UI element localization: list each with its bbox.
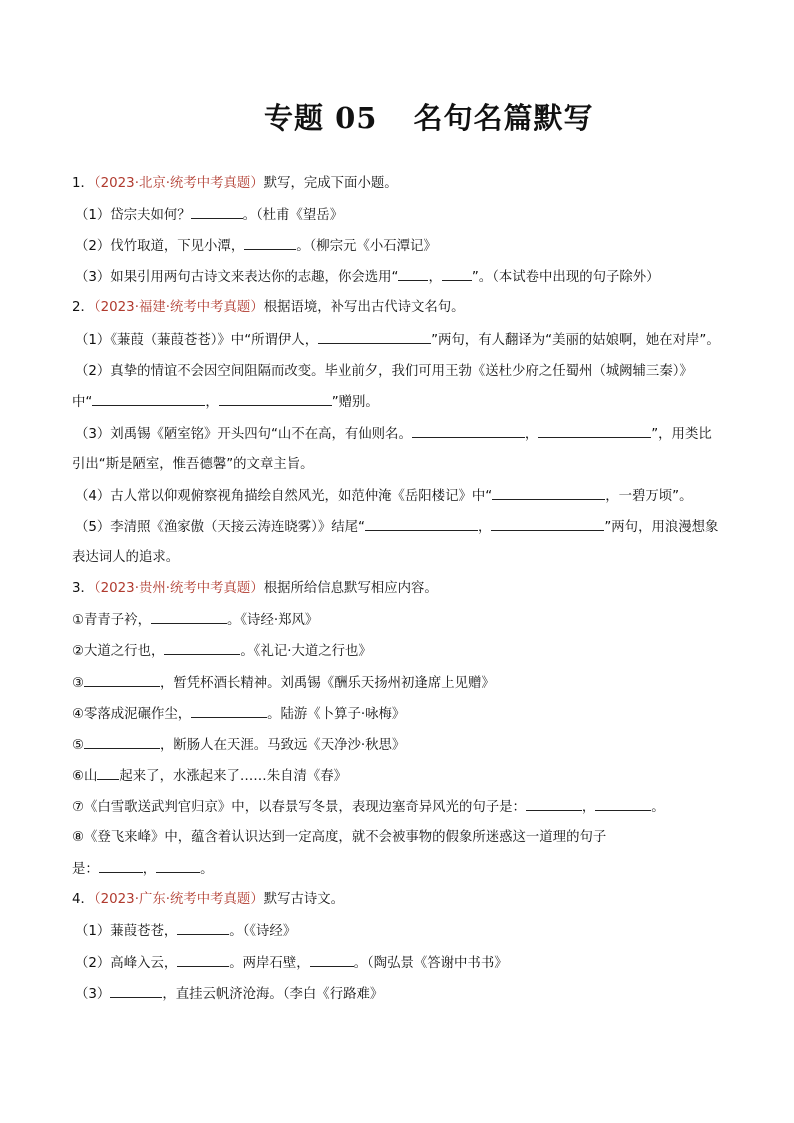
q2-header <box>72 299 465 317</box>
q3-item2 <box>72 642 372 661</box>
answer-blank[interactable] <box>191 206 243 219</box>
answer-blank[interactable] <box>177 922 229 935</box>
q1-source: （2023·北京·统考中考真题） <box>93 176 264 191</box>
q2-sub5-cont <box>72 549 179 567</box>
text: 。陆游《卜算子·咏梅》 <box>267 707 406 722</box>
q4-number: 4． <box>72 892 94 907</box>
q3-item6 <box>72 767 347 786</box>
answer-blank[interactable] <box>164 642 240 655</box>
answer-blank[interactable] <box>412 425 525 438</box>
text: 。《礼记·大道之行也》 <box>240 644 372 659</box>
text: （3） <box>75 987 111 1002</box>
answer-blank[interactable] <box>365 518 478 531</box>
q3-item8 <box>72 829 606 847</box>
answer-blank[interactable] <box>318 331 431 344</box>
text: （3）刘禹锡《陋室铭》开头四句“山不在高，有仙则名。 <box>75 427 412 442</box>
text: ， <box>524 427 539 442</box>
answer-blank[interactable] <box>526 798 582 811</box>
text: 中“ <box>72 395 93 410</box>
q3-header <box>72 580 438 598</box>
text: 。《诗经·郑风》 <box>226 613 319 628</box>
text: （1）《蒹葭（蒹葭苍苍）》中“所谓伊人， <box>75 333 319 348</box>
text: 起来了，水涨起来了……朱自清《春》 <box>119 769 348 784</box>
text: ⑤ <box>72 738 85 753</box>
text: ， <box>477 520 492 535</box>
answer-blank[interactable] <box>191 705 267 718</box>
text: （2）真挚的情谊不会因空间阻隔而改变。毕业前夕，我们可用王勃《送杜少府之任蜀州（城阙辅三秦）》 <box>75 364 693 379</box>
text: ⑦《白雪歌送武判官归京》中，以春景写冬景，表现边塞奇异风光的句子是： <box>72 800 526 815</box>
text: ， <box>205 395 219 410</box>
q2-prompt: 根据语境，补写出古代诗文名句。 <box>263 300 465 315</box>
q2-sub5 <box>75 518 718 537</box>
answer-blank[interactable] <box>398 268 428 281</box>
answer-blank[interactable] <box>110 985 162 998</box>
title-topic-name: 名句名篇默写 <box>413 101 594 135</box>
q2-sub2-cont <box>72 393 379 412</box>
answer-blank[interactable] <box>84 674 160 687</box>
q3-item5 <box>72 736 405 755</box>
text: ”两句，有人翻译为“美丽的姑娘啊，她在对岸”。 <box>431 333 720 348</box>
text: （1）岱宗夫如何？ <box>75 208 191 223</box>
q1-sub3 <box>75 268 660 287</box>
q4-source: （2023·广东·统考中考真题） <box>93 892 264 907</box>
answer-blank[interactable] <box>491 518 604 531</box>
q2-sub3-cont <box>72 456 314 474</box>
text: ⑧《登飞来峰》中，蕴含着认识达到一定高度，就不会被事物的假象所迷惑这一道理的句子 <box>72 830 607 845</box>
text: 。（杜甫《望岳》 <box>242 208 344 223</box>
q4-sub1 <box>75 922 296 941</box>
q3-prompt: 根据所给信息默写相应内容。 <box>263 581 438 596</box>
text: （3）如果引用两句古诗文来表达你的志趣，你会选用“ <box>75 270 399 285</box>
text: （4）古人常以仰观俯察视角描绘自然风光，如范仲淹《岳阳楼记》中“ <box>75 489 493 504</box>
text: ⑥山 <box>72 769 98 784</box>
text: 。（《诗经》 <box>229 924 297 939</box>
q2-sub1 <box>75 331 720 350</box>
q4-sub3 <box>75 985 383 1004</box>
text: ，暂凭杯酒长精神。刘禹锡《酬乐天扬州初逢席上见赠》 <box>160 676 495 691</box>
q1-prompt: 默写，完成下面小题。 <box>263 176 398 191</box>
text: 。两岸石壁， <box>229 956 310 971</box>
text: ， <box>581 800 596 815</box>
answer-blank[interactable] <box>595 798 651 811</box>
answer-blank[interactable] <box>151 611 227 624</box>
answer-blank[interactable] <box>538 425 651 438</box>
answer-blank[interactable] <box>310 954 354 967</box>
text: ①青青子衿， <box>72 613 151 628</box>
q4-header <box>72 891 344 909</box>
q3-item3 <box>72 674 495 693</box>
q2-number: 2． <box>72 300 94 315</box>
text: ④零落成泥碾作尘， <box>72 707 192 722</box>
q2-sub2 <box>75 363 693 381</box>
text: （5）李清照《渔家傲（天接云涛连晓雾）》结尾“ <box>75 520 365 535</box>
text: ， <box>428 270 442 285</box>
answer-blank[interactable] <box>156 860 200 873</box>
text: ”赠别。 <box>331 395 379 410</box>
text: 。（陶弘景《答谢中书书》 <box>353 956 508 971</box>
text: 表达词人的追求。 <box>72 550 180 565</box>
q3-source: （2023·贵州·统考中考真题） <box>93 581 264 596</box>
text: ③ <box>72 676 85 691</box>
q3-item4 <box>72 705 405 724</box>
q3-item8-cont <box>72 860 214 879</box>
text: ，直挂云帆济沧海。（李白《行路难》 <box>162 987 384 1002</box>
q1-header <box>72 175 398 193</box>
text: （2）高峰入云， <box>75 956 178 971</box>
q2-source: （2023·福建·统考中考真题） <box>93 300 264 315</box>
text: ， <box>142 862 157 877</box>
page-title <box>264 96 593 137</box>
answer-blank[interactable] <box>99 860 143 873</box>
q1-sub1 <box>75 206 343 225</box>
text: ，一碧万顷”。 <box>605 489 693 504</box>
text: ，断肠人在天涯。马致远《天净沙·秋思》 <box>160 738 406 753</box>
text: 是： <box>72 862 99 877</box>
q1-number: 1． <box>72 176 94 191</box>
q3-item7 <box>72 798 665 817</box>
answer-blank[interactable] <box>219 393 332 406</box>
text: 。（柳宗元《小石潭记》 <box>296 239 437 254</box>
answer-blank[interactable] <box>92 393 205 406</box>
q2-sub3 <box>75 425 712 444</box>
title-topic-number: 专题 05 <box>264 101 378 135</box>
q1-sub2 <box>75 237 437 256</box>
text: 。 <box>200 862 214 877</box>
text: （2）伐竹取道，下见小潭， <box>75 239 245 254</box>
q2-sub4 <box>75 487 692 506</box>
text: ”两句，用浪漫想象 <box>604 520 719 535</box>
answer-blank[interactable] <box>442 268 472 281</box>
answer-blank[interactable] <box>492 487 605 500</box>
q4-prompt: 默写古诗文。 <box>263 892 345 907</box>
text: ”。（本试卷中出现的句子除外） <box>471 270 660 285</box>
text: （1）蒹葭苍苍， <box>75 924 178 939</box>
text: ”，用类比 <box>651 427 712 442</box>
q3-item1 <box>72 611 318 630</box>
q4-sub2 <box>75 954 508 973</box>
answer-blank[interactable] <box>177 954 229 967</box>
answer-blank[interactable] <box>84 736 160 749</box>
text: 引出“斯是陋室，惟吾德馨”的文章主旨。 <box>72 457 314 472</box>
answer-blank[interactable] <box>244 237 296 250</box>
text: 。 <box>651 800 665 815</box>
answer-blank[interactable] <box>97 767 119 780</box>
text: ②大道之行也， <box>72 644 165 659</box>
q3-number: 3． <box>72 581 94 596</box>
